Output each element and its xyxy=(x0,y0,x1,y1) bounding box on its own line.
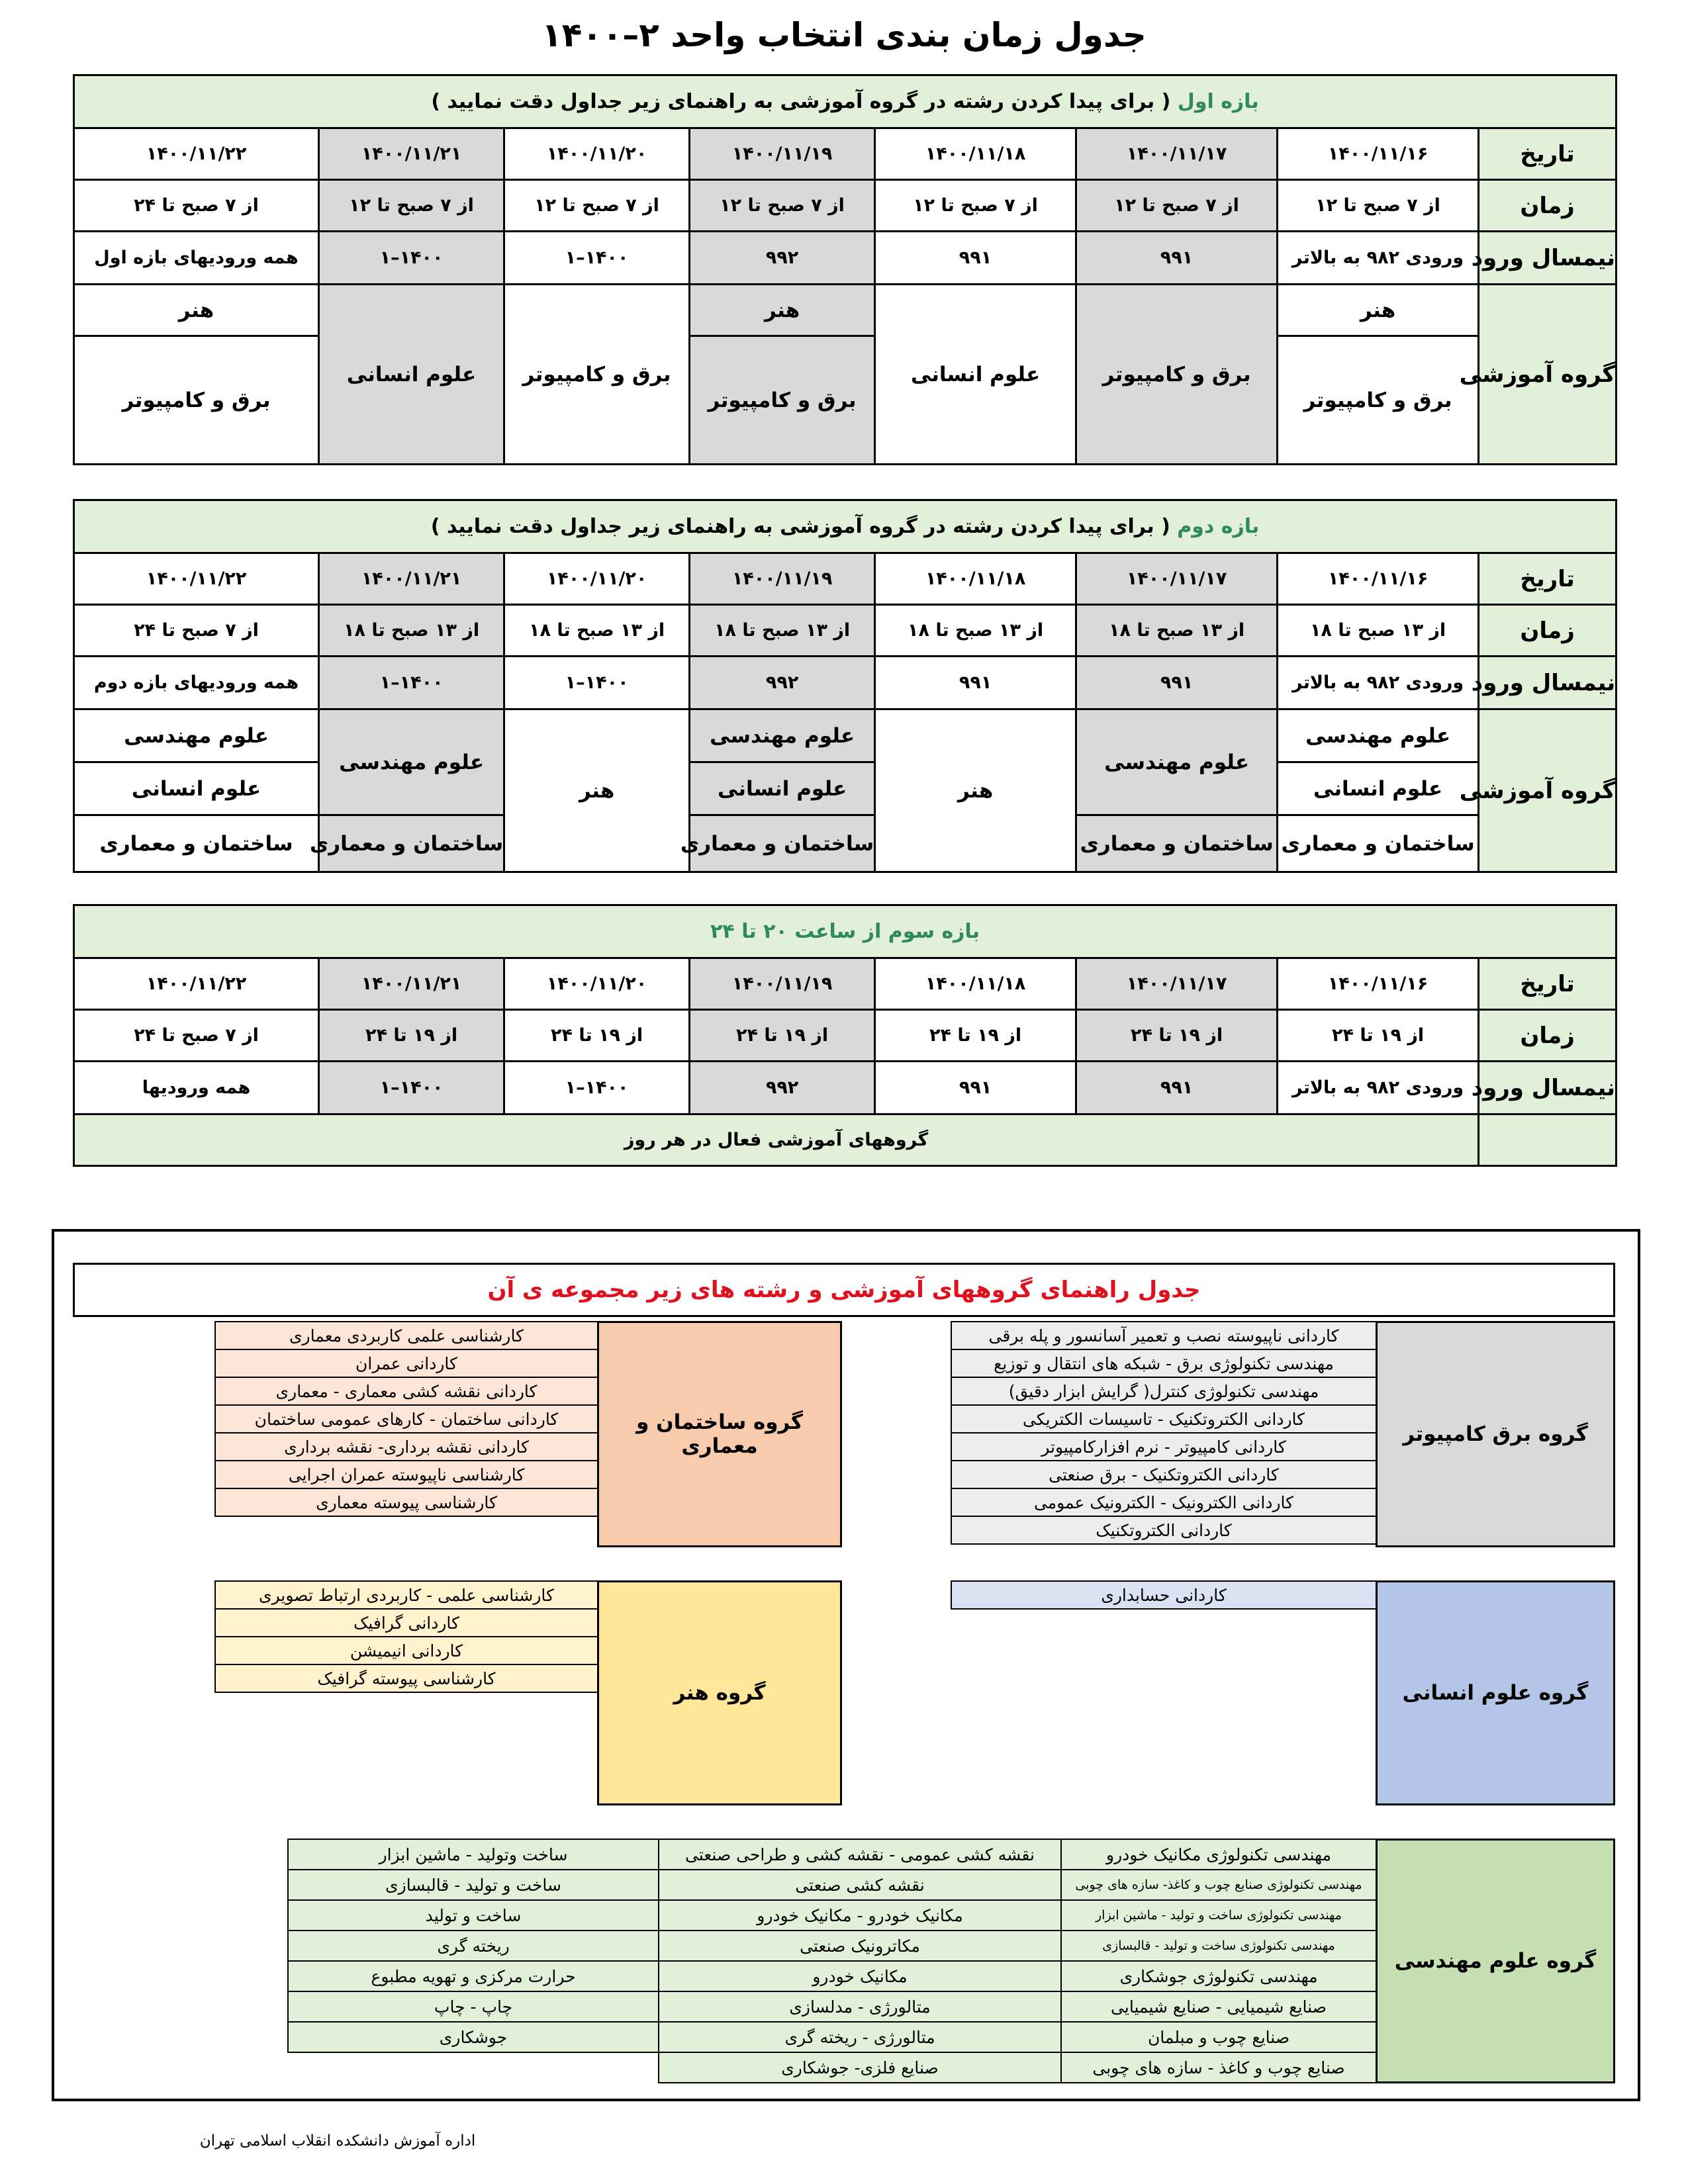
list-item: متالورژی - ریخته گری xyxy=(659,2022,1061,2052)
semester-cell: ۱۴۰۰–۱ xyxy=(504,657,690,709)
list-item: صنایع فلزی- جوشکاری xyxy=(659,2052,1061,2083)
period1-table xyxy=(73,74,1617,465)
electrical-list xyxy=(951,1321,1377,1545)
group-label: گروه آموزشی xyxy=(1479,709,1617,872)
time-cell: از ۷ صبح تا ۱۲ xyxy=(319,180,504,232)
engineering-list-col1 xyxy=(1060,1839,1377,2083)
time-label: زمان xyxy=(1479,180,1617,232)
semester-cell: ۱۴۰۰–۱ xyxy=(319,1062,504,1115)
semester-label: نیمسال ورود xyxy=(1479,657,1617,709)
list-item: مهندسی تکنولوژی برق - شبکه های انتقال و توزیع xyxy=(951,1349,1376,1377)
date-cell: ۱۴۰۰/۱۱/۱۶ xyxy=(1278,553,1479,605)
list-item: جوشکاری xyxy=(288,2022,659,2052)
date-cell: ۱۴۰۰/۱۱/۱۹ xyxy=(690,958,875,1010)
art-list xyxy=(214,1580,598,1693)
group-cell: هنر xyxy=(1278,285,1479,336)
date-cell: ۱۴۰۰/۱۱/۱۷ xyxy=(1076,958,1278,1010)
time-cell: از ۷ صبح تا ۱۲ xyxy=(1076,180,1278,232)
date-cell: ۱۴۰۰/۱۱/۱۸ xyxy=(875,553,1076,605)
footer-text: اداره آموزش دانشکده انقلاب اسلامی تهران xyxy=(199,2132,476,2150)
list-item: مکانیک خودرو xyxy=(659,1961,1061,1991)
semester-cell: ۹۹۱ xyxy=(1076,232,1278,285)
page-title: جدول زمان بندی انتخاب واحد ۲–۱۴۰۰ xyxy=(541,16,1147,54)
group-cell: علوم انسانی xyxy=(875,285,1076,465)
time-cell: از ۱۹ تا ۲۴ xyxy=(504,1010,690,1062)
period2-table xyxy=(73,499,1617,873)
semester-cell: همه ورودیهای بازه اول xyxy=(74,232,319,285)
list-item: صنایع چوب و مبلمان xyxy=(1061,2022,1376,2052)
date-cell: ۱۴۰۰/۱۱/۱۷ xyxy=(1076,553,1278,605)
time-cell: از ۷ صبح تا ۲۴ xyxy=(74,180,319,232)
category-engineering: گروه علوم مهندسی xyxy=(1376,1839,1615,2083)
empty-label xyxy=(1479,1115,1617,1166)
period3-table xyxy=(73,904,1617,1167)
date-cell: ۱۴۰۰/۱۱/۱۹ xyxy=(690,128,875,180)
date-cell: ۱۴۰۰/۱۱/۲۰ xyxy=(504,553,690,605)
group-cell: علوم انسانی xyxy=(690,762,875,815)
list-item: کاردانی الکتروتکنیک - برق صنعتی xyxy=(951,1461,1376,1488)
group-cell: هنر xyxy=(74,285,319,336)
semester-label: نیمسال ورود xyxy=(1479,232,1617,285)
semester-cell: ۹۹۱ xyxy=(875,232,1076,285)
semester-cell: ۱۴۰۰–۱ xyxy=(504,1062,690,1115)
date-cell: ۱۴۰۰/۱۱/۲۱ xyxy=(319,128,504,180)
period1-note: ( برای پیدا کردن رشته در گروه آموزشی به راهنمای زیر جداول دقت نمایید ) xyxy=(431,90,1171,113)
list-item: ریخته گری xyxy=(288,1931,659,1961)
list-item: کاردانی عمران xyxy=(215,1349,598,1377)
date-cell: ۱۴۰۰/۱۱/۱۷ xyxy=(1076,128,1278,180)
group-cell: علوم مهندسی xyxy=(1278,709,1479,762)
list-item: کاردانی نقشه برداری- نقشه برداری xyxy=(215,1433,598,1461)
engineering-list-col3 xyxy=(287,1839,659,2053)
list-item: حرارت مرکزی و تهویه مطبوع xyxy=(288,1961,659,1991)
date-label: تاریخ xyxy=(1479,553,1617,605)
list-item: کارشناسی علمی کاربردی معماری xyxy=(215,1322,598,1349)
list-item: مهندسی تکنولوژی ساخت و تولید - ماشین ابزار xyxy=(1061,1900,1376,1931)
list-item: کاردانی الکترونیک - الکترونیک عمومی xyxy=(951,1488,1376,1516)
group-cell: برق و کامپیوتر xyxy=(1278,336,1479,465)
list-item: ساخت و تولید - قالبسازی xyxy=(288,1870,659,1900)
groups-note: گروههای آموزشی فعال در هر روز xyxy=(74,1115,1479,1166)
group-cell: برق و کامپیوتر xyxy=(74,336,319,465)
period1-name: بازه اول xyxy=(1177,90,1259,113)
group-cell: ساختمان و معماری xyxy=(74,815,319,872)
list-item: مکاترونیک صنعتی xyxy=(659,1931,1061,1961)
group-cell: برق و کامپیوتر xyxy=(1076,285,1278,465)
time-cell: از ۱۹ تا ۲۴ xyxy=(875,1010,1076,1062)
list-item: کاردانی نقشه کشی معماری - معماری xyxy=(215,1377,598,1405)
date-cell: ۱۴۰۰/۱۱/۱۸ xyxy=(875,958,1076,1010)
list-item: مکانیک خودرو - مکانیک خودرو xyxy=(659,1900,1061,1931)
list-item: مهندسی تکنولوژی جوشکاری xyxy=(1061,1961,1376,1991)
list-item: کاردانی الکتروتکنیک - تاسیسات الکتریکی xyxy=(951,1405,1376,1433)
list-item: کاردانی حسابداری xyxy=(951,1581,1376,1609)
date-label: تاریخ xyxy=(1479,128,1617,180)
period3-header: بازه سوم از ساعت ۲۰ تا ۲۴ xyxy=(74,905,1617,958)
list-item: مهندسی تکنولوژی کنترل( گرایش ابزار دقیق) xyxy=(951,1377,1376,1405)
time-label: زمان xyxy=(1479,1010,1617,1062)
time-cell: از ۱۳ صبح تا ۱۸ xyxy=(690,605,875,657)
list-item: کاردانی گرافیک xyxy=(215,1609,598,1637)
category-humanities: گروه علوم انسانی xyxy=(1376,1580,1615,1805)
semester-cell: ۱۴۰۰–۱ xyxy=(319,232,504,285)
list-item: مهندسی تکنولوژی ساخت و تولید - قالبسازی xyxy=(1061,1931,1376,1961)
date-label: تاریخ xyxy=(1479,958,1617,1010)
period2-note: ( برای پیدا کردن رشته در گروه آموزشی به راهنمای زیر جداول دقت نمایید ) xyxy=(430,515,1170,538)
period2-header xyxy=(74,500,1617,553)
time-cell: از ۱۹ تا ۲۴ xyxy=(1278,1010,1479,1062)
group-cell: علوم انسانی xyxy=(74,762,319,815)
date-cell: ۱۴۰۰/۱۱/۲۰ xyxy=(504,958,690,1010)
time-cell: از ۷ صبح تا ۱۲ xyxy=(875,180,1076,232)
semester-cell: ۹۹۱ xyxy=(1076,1062,1278,1115)
date-cell: ۱۴۰۰/۱۱/۲۱ xyxy=(319,553,504,605)
group-cell: ساختمان و معماری xyxy=(1076,815,1278,872)
date-cell: ۱۴۰۰/۱۱/۱۶ xyxy=(1278,958,1479,1010)
architecture-list xyxy=(214,1321,598,1517)
group-cell: ساختمان و معماری xyxy=(319,815,504,872)
engineering-list-col2 xyxy=(658,1839,1062,2083)
group-cell: هنر xyxy=(875,709,1076,872)
time-cell: از ۱۳ صبح تا ۱۸ xyxy=(875,605,1076,657)
guide-title: جدول راهنمای گروههای آموزشی و رشته های زیر مجموعه ی آن xyxy=(73,1263,1615,1317)
semester-cell: ورودی ۹۸۲ به بالاتر xyxy=(1278,1062,1479,1115)
group-cell: علوم مهندسی xyxy=(1076,709,1278,815)
date-cell: ۱۴۰۰/۱۱/۲۰ xyxy=(504,128,690,180)
date-cell: ۱۴۰۰/۱۱/۱۶ xyxy=(1278,128,1479,180)
group-cell: علوم مهندسی xyxy=(690,709,875,762)
date-cell: ۱۴۰۰/۱۱/۲۲ xyxy=(74,553,319,605)
semester-cell: ۹۹۱ xyxy=(875,657,1076,709)
group-cell: علوم مهندسی xyxy=(74,709,319,762)
semester-cell: ۱۴۰۰–۱ xyxy=(504,232,690,285)
semester-label: نیمسال ورود xyxy=(1479,1062,1617,1115)
date-cell: ۱۴۰۰/۱۱/۲۱ xyxy=(319,958,504,1010)
semester-cell: ۱۴۰۰–۱ xyxy=(319,657,504,709)
list-item: صنایع چوب و کاغذ - سازه های چوبی xyxy=(1061,2052,1376,2083)
time-cell: از ۷ صبح تا ۲۴ xyxy=(74,1010,319,1062)
list-item: کارشناسی علمی - کاربردی ارتباط تصویری xyxy=(215,1581,598,1609)
list-item: مهندسی تکنولوژی صنایع چوب و کاغذ- سازه های چوبی xyxy=(1061,1870,1376,1900)
list-item: ساخت و تولید xyxy=(288,1900,659,1931)
list-item: مهندسی تکنولوژی مکانیک خودرو xyxy=(1061,1839,1376,1870)
time-cell: از ۱۹ تا ۲۴ xyxy=(319,1010,504,1062)
semester-cell: همه ورودیهای بازه دوم xyxy=(74,657,319,709)
category-electrical: گروه برق کامپیوتر xyxy=(1376,1321,1615,1547)
list-item: کارشناسی پیوسته معماری xyxy=(215,1488,598,1516)
group-label: گروه آموزشی xyxy=(1479,285,1617,465)
semester-cell: ۹۹۱ xyxy=(1076,657,1278,709)
period2-name: بازه دوم xyxy=(1177,515,1260,538)
list-item: کاردانی ساختمان - کارهای عمومی ساختمان xyxy=(215,1405,598,1433)
time-cell: از ۷ صبح تا ۱۲ xyxy=(1278,180,1479,232)
semester-cell: ۹۹۲ xyxy=(690,1062,875,1115)
time-cell: از ۷ صبح تا ۱۲ xyxy=(690,180,875,232)
time-cell: از ۱۳ صبح تا ۱۸ xyxy=(1278,605,1479,657)
group-cell: علوم انسانی xyxy=(1278,762,1479,815)
date-cell: ۱۴۰۰/۱۱/۱۹ xyxy=(690,553,875,605)
semester-cell: ۹۹۲ xyxy=(690,657,875,709)
semester-cell: ورودی ۹۸۲ به بالاتر xyxy=(1278,657,1479,709)
date-cell: ۱۴۰۰/۱۱/۲۲ xyxy=(74,128,319,180)
semester-cell: ورودی ۹۸۲ به بالاتر xyxy=(1278,232,1479,285)
semester-cell: همه ورودیها xyxy=(74,1062,319,1115)
group-cell: برق و کامپیوتر xyxy=(690,336,875,465)
group-cell: هنر xyxy=(504,709,690,872)
category-art: گروه هنر xyxy=(597,1580,842,1805)
time-cell: از ۷ صبح تا ۲۴ xyxy=(74,605,319,657)
list-item: نقشه کشی صنعتی xyxy=(659,1870,1061,1900)
list-item: کاردانی انیمیشن xyxy=(215,1637,598,1664)
list-item: صنایع شیمیایی - صنایع شیمیایی xyxy=(1061,1991,1376,2022)
group-cell: علوم مهندسی xyxy=(319,709,504,815)
list-item: کارشناسی ناپیوسته عمران اجرایی xyxy=(215,1461,598,1488)
list-item: ساخت وتولید - ماشین ابزار xyxy=(288,1839,659,1870)
time-cell: از ۱۹ تا ۲۴ xyxy=(690,1010,875,1062)
time-cell: از ۱۳ صبح تا ۱۸ xyxy=(1076,605,1278,657)
semester-cell: ۹۹۱ xyxy=(875,1062,1076,1115)
time-cell: از ۱۳ صبح تا ۱۸ xyxy=(319,605,504,657)
date-cell: ۱۴۰۰/۱۱/۲۲ xyxy=(74,958,319,1010)
group-cell: ساختمان و معماری xyxy=(690,815,875,872)
date-cell: ۱۴۰۰/۱۱/۱۸ xyxy=(875,128,1076,180)
semester-cell: ۹۹۲ xyxy=(690,232,875,285)
group-cell: علوم انسانی xyxy=(319,285,504,465)
group-cell: ساختمان و معماری xyxy=(1278,815,1479,872)
time-cell: از ۷ صبح تا ۱۲ xyxy=(504,180,690,232)
list-item: چاپ - چاپ xyxy=(288,1991,659,2022)
list-item: متالورژی - مدلسازی xyxy=(659,1991,1061,2022)
time-cell: از ۱۹ تا ۲۴ xyxy=(1076,1010,1278,1062)
humanities-list xyxy=(951,1580,1377,1610)
time-cell: از ۱۳ صبح تا ۱۸ xyxy=(504,605,690,657)
period1-header xyxy=(74,75,1617,128)
group-cell: هنر xyxy=(690,285,875,336)
category-architecture: گروه ساختمان و معماری xyxy=(597,1321,842,1547)
list-item: نقشه کشی عمومی - نقشه کشی و طراحی صنعتی xyxy=(659,1839,1061,1870)
time-label: زمان xyxy=(1479,605,1617,657)
list-item: کارشناسی پیوسته گرافیک xyxy=(215,1664,598,1692)
group-cell: برق و کامپیوتر xyxy=(504,285,690,465)
list-item: کاردانی الکتروتکنیک xyxy=(951,1516,1376,1544)
list-item: کاردانی کامپیوتر - نرم افزارکامپیوتر xyxy=(951,1433,1376,1461)
list-item: کاردانی ناپیوسته نصب و تعمیر آسانسور و پله برقی xyxy=(951,1322,1376,1349)
